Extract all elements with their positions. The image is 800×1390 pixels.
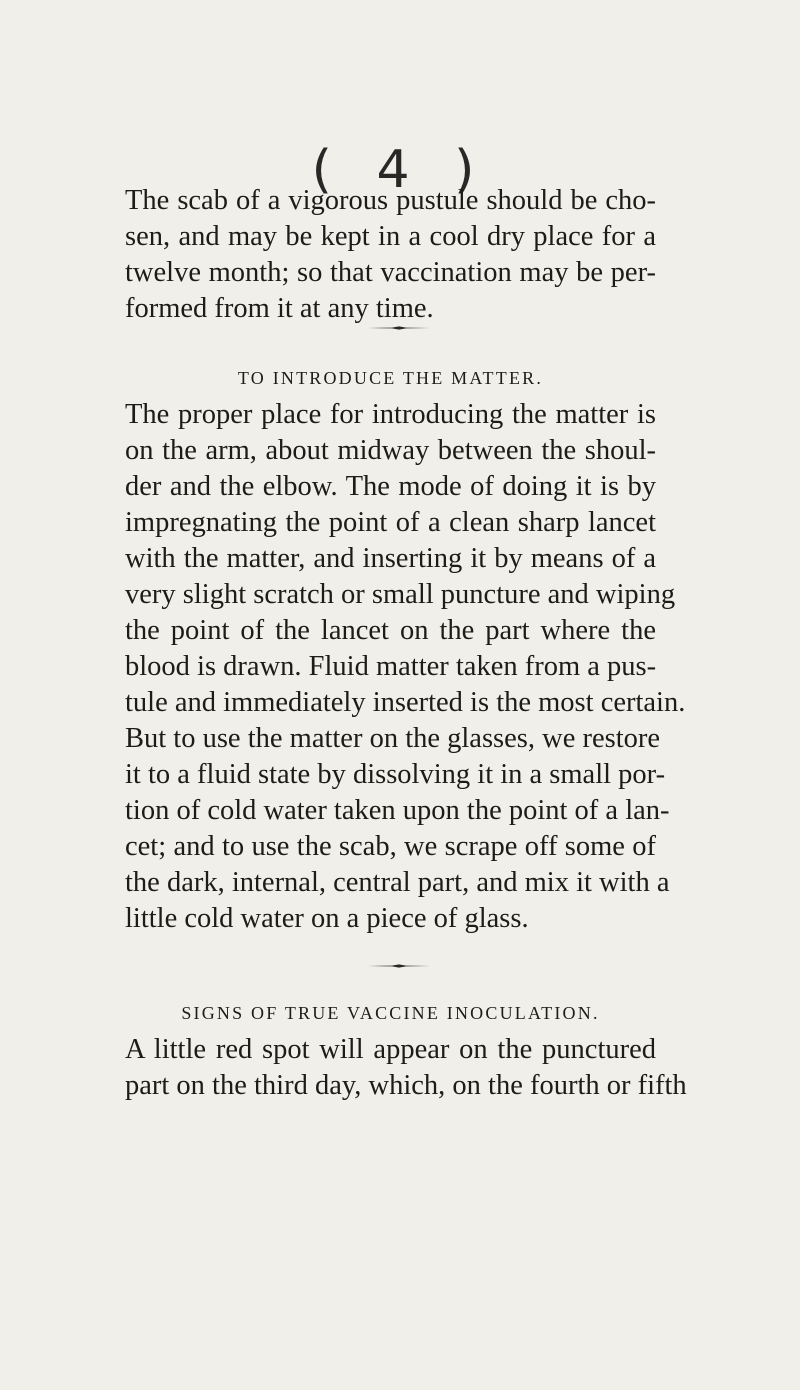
paragraph-line: the dark, internal, central part, and mix it with a xyxy=(125,867,670,898)
paragraph-line: with the matter, and inserting it by means of a xyxy=(125,543,656,574)
paragraph-line: blood is drawn. Fluid matter taken from a pus- xyxy=(125,651,657,682)
section-heading-signs-inoculation: SIGNS OF TRUE VACCINE INOCULATION. xyxy=(181,1003,600,1023)
paragraph-signs-inoculation xyxy=(125,1032,687,1104)
paragraph-line: The scab of a vigorous pustule should be cho- xyxy=(125,185,656,216)
paragraph-line: The proper place for introducing the matter is xyxy=(125,399,656,430)
paragraph-line: cet; and to use the scab, we scrape off some of xyxy=(125,831,656,862)
paragraph-line: formed from it at any time. xyxy=(125,293,434,324)
paragraph-line: A little red spot will appear on the punctured xyxy=(125,1034,656,1065)
paragraph-line: it to a fluid state by dissolving it in a small por- xyxy=(125,759,666,790)
section-heading-introduce-matter: TO INTRODUCE THE MATTER. xyxy=(237,368,544,388)
paragraph-line: But to use the matter on the glasses, we restore xyxy=(125,723,661,754)
paragraph-line: very slight scratch or small puncture and wiping xyxy=(125,579,676,610)
section-divider-ornament xyxy=(368,964,430,968)
paragraph-line: part on the third day, which, on the fourth or fifth xyxy=(125,1070,687,1101)
paragraph-line: tion of cold water taken upon the point of a lan- xyxy=(125,795,670,826)
paragraph-scab-storage xyxy=(125,183,656,327)
paragraph-line: little cold water on a piece of glass. xyxy=(125,903,529,934)
paragraph-line: impregnating the point of a clean sharp lancet xyxy=(125,507,656,538)
paragraph-line: the point of the lancet on the part where the xyxy=(125,615,656,646)
paragraph-line: twelve month; so that vaccination may be per- xyxy=(125,257,656,288)
paragraph-line: on the arm, about midway between the shoul- xyxy=(125,435,656,466)
page-number: ( 4 ) xyxy=(311,140,489,200)
section-divider-ornament xyxy=(368,326,430,330)
paragraph-line: tule and immediately inserted is the most certain. xyxy=(125,687,686,718)
paragraph-introduce-matter xyxy=(125,397,686,937)
paragraph-line: der and the elbow. The mode of doing it is by xyxy=(125,471,656,502)
paragraph-line: sen, and may be kept in a cool dry place for a xyxy=(125,221,656,252)
